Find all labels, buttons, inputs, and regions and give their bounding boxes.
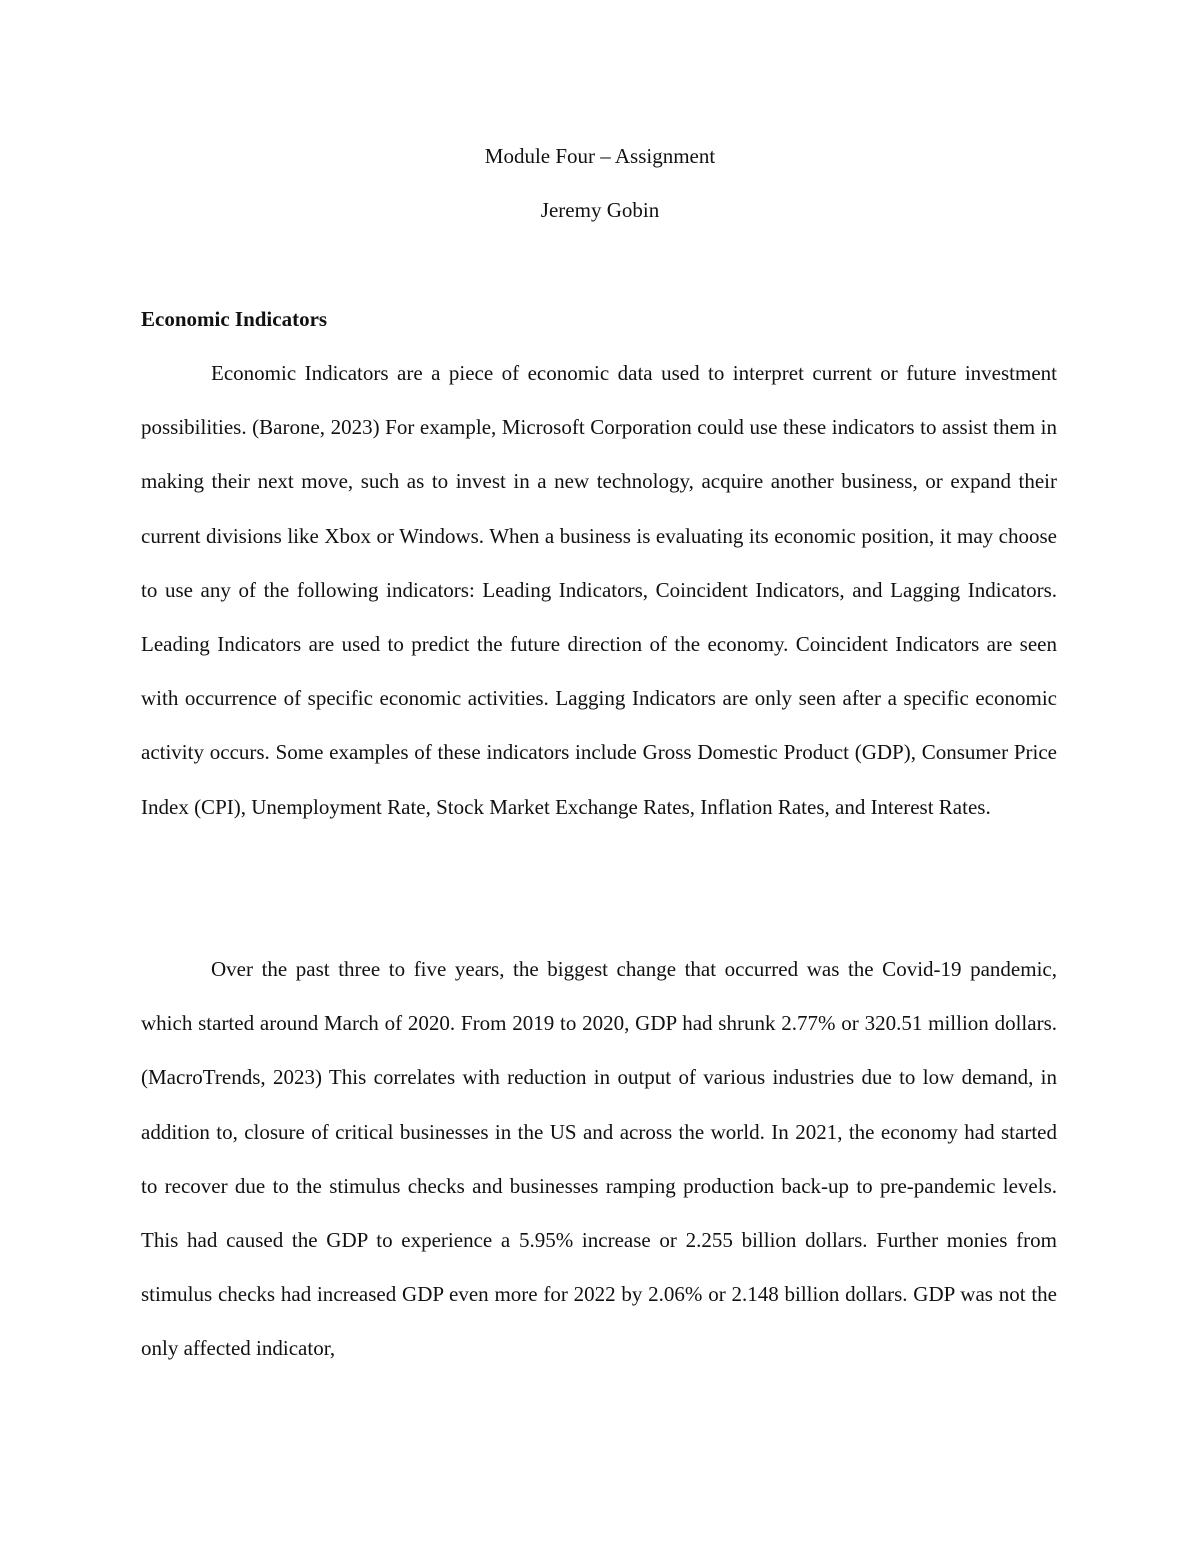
body-paragraph: Economic Indicators are a piece of economic data used to interpret current or future investment possibilities. (Barone, 2023) For example, Microsoft Corporation could use these indicators to assist them in making their next move, such as to invest in a new technology, acquire another business, or expand their current divisions like Xbox or Windows. When a business is evaluating its economic position, it may choose to use any of the following indicators: Leading Indicators, Coincident Indicators, and Lagging Indicators. Leading Indicators are used to predict the future direction of the economy. Coincident Indicators are seen with occurrence of specific economic activities. Lagging Indicators are only seen after a specific economic activity occurs. Some examples of these indicators include Gross Domestic Product (GDP), Consumer Price Index (CPI), Unemployment Rate, Stock Market Exchange Rates, Inflation Rates, and Interest Rates. — [141, 361, 1057, 819]
document-title: Module Four – Assignment — [484, 144, 716, 168]
body-paragraph-2-block — [141, 942, 1057, 1376]
body-paragraph-1-block — [141, 346, 1057, 834]
section-heading: Economic Indicators — [141, 307, 328, 331]
document-author: Jeremy Gobin — [540, 198, 660, 222]
body-paragraph: Over the past three to five years, the biggest change that occurred was the Covid-19 pandemic, which started around March of 2020. From 2019 to 2020, GDP had shrunk 2.77% or 320.51 million dollars. (MacroTrends, 2023) This correlates with reduction in output of various industries due to low demand, in addition to, closure of critical businesses in the US and across the world. In 2021, the economy had started to recover due to the stimulus checks and businesses ramping production back-up to pre-pandemic levels. This had caused the GDP to experience a 5.95% increase or 2.255 billion dollars. Further monies from stimulus checks had increased GDP even more for 2022 by 2.06% or 2.148 billion dollars. GDP was not the only affected indicator, — [141, 957, 1057, 1361]
